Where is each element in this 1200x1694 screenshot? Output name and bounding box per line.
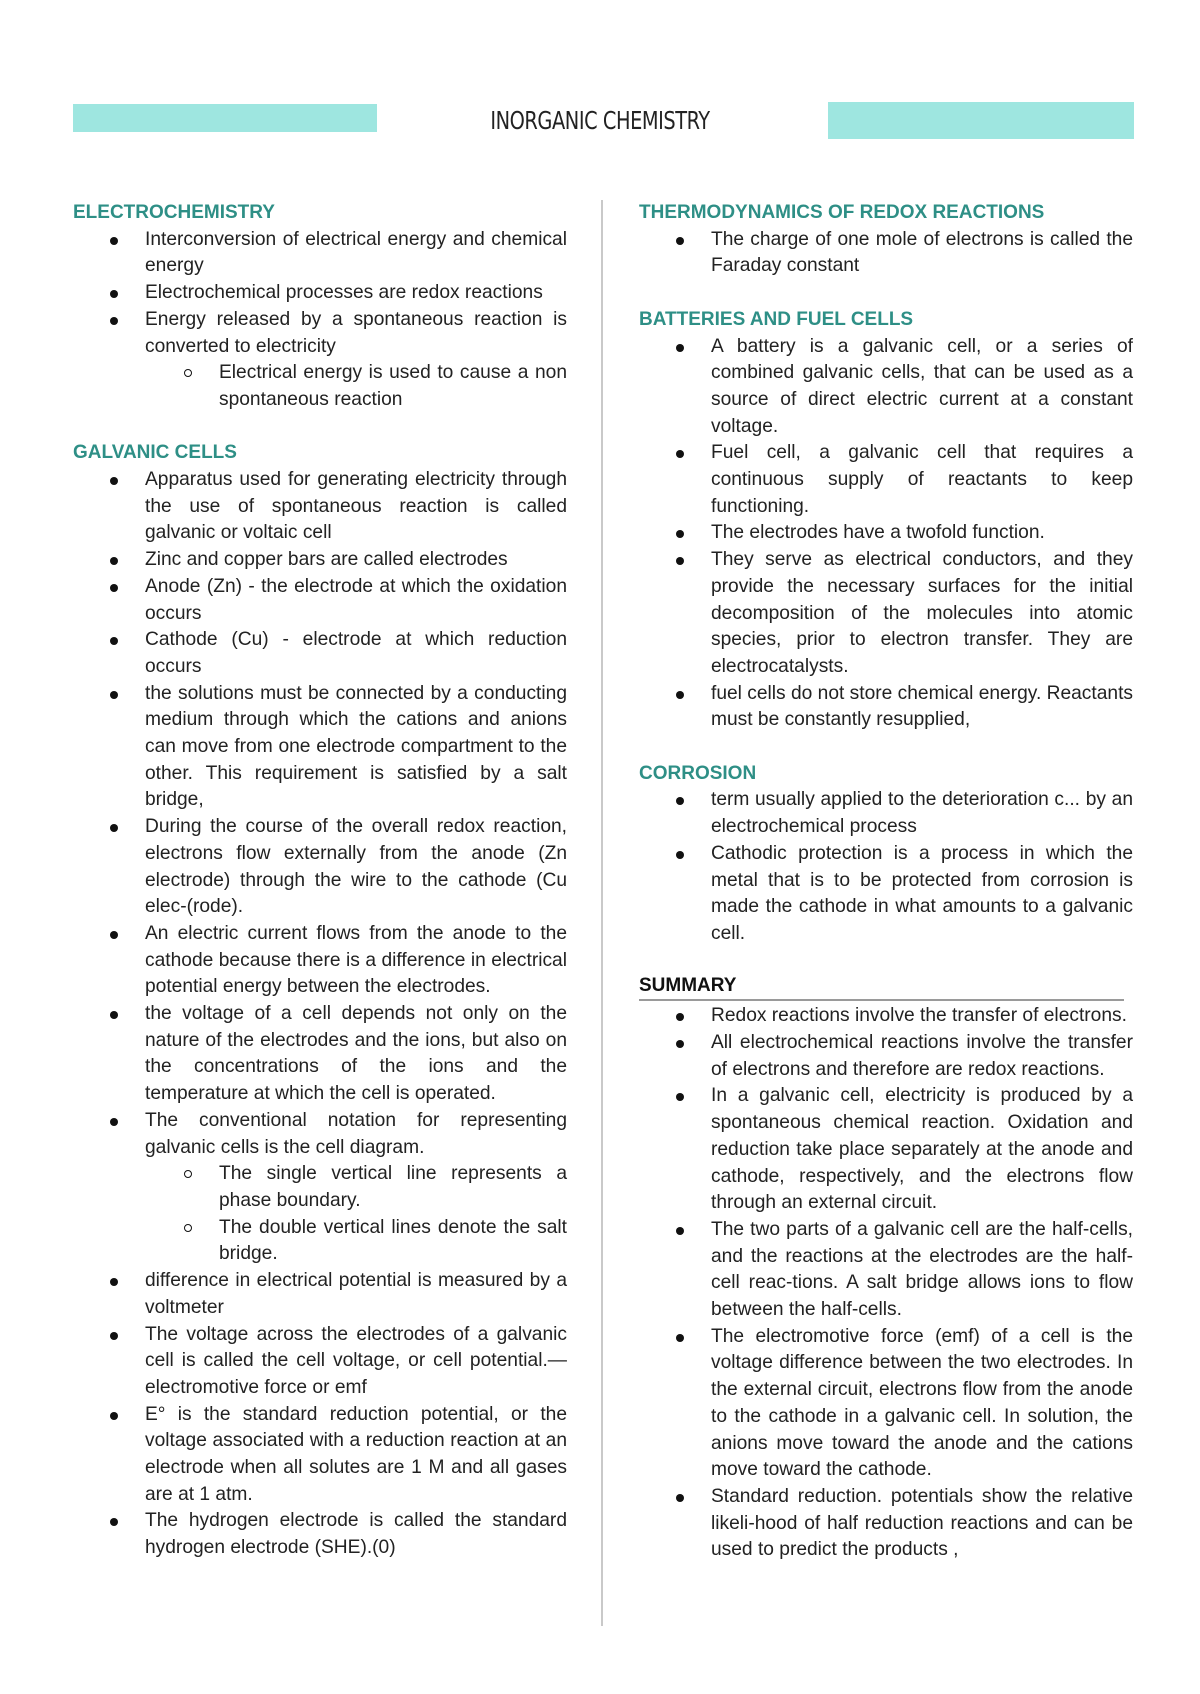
bullet-item: Cathode (Cu) - electrode at which reduction occurs: [73, 627, 567, 680]
sub-bullet-item: The single vertical line represents a phase boundary.: [73, 1161, 567, 1214]
bullet-item: Interconversion of electrical energy and chemical energy: [73, 227, 567, 280]
sub-bullet-item: The double vertical lines denote the salt bridge.: [73, 1215, 567, 1268]
bullet-list: [639, 787, 1133, 947]
bullet-list: [639, 1003, 1133, 1564]
bullet-item: Fuel cell, a galvanic cell that requires a continuous supply of reactants to keep functioning.: [639, 440, 1133, 520]
right-column: [639, 200, 1133, 1591]
bullet-item: The two parts of a galvanic cell are the half-cells, and the reactions at the electrodes are the half-cell reac-tions. A salt bridge allows ions to flow between the half-cells.: [639, 1217, 1133, 1324]
bullet-list: [73, 227, 567, 414]
bullet-item: In a galvanic cell, electricity is produced by a spontaneous chemical reaction. Oxidation and reduction take place separately at the anode and cathode, respectively, and the electrons flow through an external circuit.: [639, 1083, 1133, 1217]
column-divider: [601, 200, 603, 1626]
bullet-item: Redox reactions involve the transfer of electrons.: [639, 1003, 1133, 1030]
bullet-item: The electromotive force (emf) of a cell is the voltage difference between the two electrodes. In the external circuit, electrons flow from the anode to the cathode in a galvanic cell. In solution, the anions move toward the anode and the cations move toward the cathode.: [639, 1324, 1133, 1484]
bullet-item: difference in electrical potential is measured by a voltmeter: [73, 1268, 567, 1321]
bullet-item: A battery is a galvanic cell, or a series of combined galvanic cells, that can be used as a source of direct electric current at a constant voltage.: [639, 334, 1133, 441]
bullet-item: the voltage of a cell depends not only on the nature of the electrodes and the ions, but also on the concentrations of the ions and the temperature at which the cell is operated.: [73, 1001, 567, 1108]
bullet-list: [639, 227, 1133, 280]
bullet-item: The charge of one mole of electrons is called the Faraday constant: [639, 227, 1133, 280]
bullet-item: The hydrogen electrode is called the standard hydrogen electrode (SHE).(0): [73, 1508, 567, 1561]
bullet-item: The voltage across the electrodes of a galvanic cell is called the cell voltage, or cell potential.— electromotive force or emf: [73, 1322, 567, 1402]
bullet-item: Standard reduction. potentials show the relative likeli-hood of half reduction reactions and can be used to predict the products ,: [639, 1484, 1133, 1564]
section-heading: CORROSION: [639, 762, 757, 784]
bullet-item: During the course of the overall redox reaction, electrons flow externally from the anode (Zn electrode) through the wire to the cathode (Cu elec-(rode).: [73, 814, 567, 921]
bullet-item: Apparatus used for generating electricity through the use of spontaneous reaction is called galvanic or voltaic cell: [73, 467, 567, 547]
bullet-item: Cathodic protection is a process in which the metal that is to be protected from corrosion is made the cathode in what amounts to a galvanic cell.: [639, 841, 1133, 948]
section-heading: THERMODYNAMICS OF REDOX REACTIONS: [639, 202, 1045, 223]
bullet-item: fuel cells do not store chemical energy. Reactants must be constantly resupplied,: [639, 681, 1133, 734]
bullet-item: They serve as electrical conductors, and they provide the necessary surfaces for the initial decomposition of the molecules into atomic species, prior to electron transfer. They are electrocatalysts.: [639, 547, 1133, 681]
section-heading: BATTERIES AND FUEL CELLS: [639, 308, 914, 330]
bullet-item: the solutions must be connected by a conducting medium through which the cations and anions can move from one electrode compartment to the other. This requirement is satisfied by a salt bridge,: [73, 681, 567, 815]
bullet-item: The conventional notation for representing galvanic cells is the cell diagram.: [73, 1108, 567, 1161]
section-heading: GALVANIC CELLS: [73, 442, 237, 464]
section-heading: ELECTROCHEMISTRY: [73, 202, 275, 223]
left-column: [73, 200, 567, 1589]
page-title: INORGANIC CHEMISTRY: [490, 106, 710, 135]
sub-bullet-item: Electrical energy is used to cause a non spontaneous reaction: [73, 360, 567, 413]
bullet-item: All electrochemical reactions involve the transfer of electrons and therefore are redox reactions.: [639, 1030, 1133, 1083]
bullet-list: [73, 467, 567, 1562]
bullet-item: term usually applied to the deterioration c... by an electrochemical process: [639, 787, 1133, 840]
bullet-item: An electric current flows from the anode to the cathode because there is a difference in electrical potential energy between the electrodes.: [73, 921, 567, 1001]
bullet-list: [639, 334, 1133, 735]
bullet-item: Zinc and copper bars are called electrodes: [73, 547, 567, 574]
section-heading: SUMMARY: [639, 974, 1124, 1001]
bullet-item: Energy released by a spontaneous reaction is converted to electricity: [73, 307, 567, 360]
bullet-item: Anode (Zn) - the electrode at which the oxidation occurs: [73, 574, 567, 627]
bullet-item: E° is the standard reduction potential, or the voltage associated with a reduction reaction at an electrode when all solutes are 1 M and all gases are at 1 atm.: [73, 1402, 567, 1509]
bullet-item: The electrodes have a twofold function.: [639, 520, 1133, 547]
bullet-item: Electrochemical processes are redox reactions: [73, 280, 567, 307]
